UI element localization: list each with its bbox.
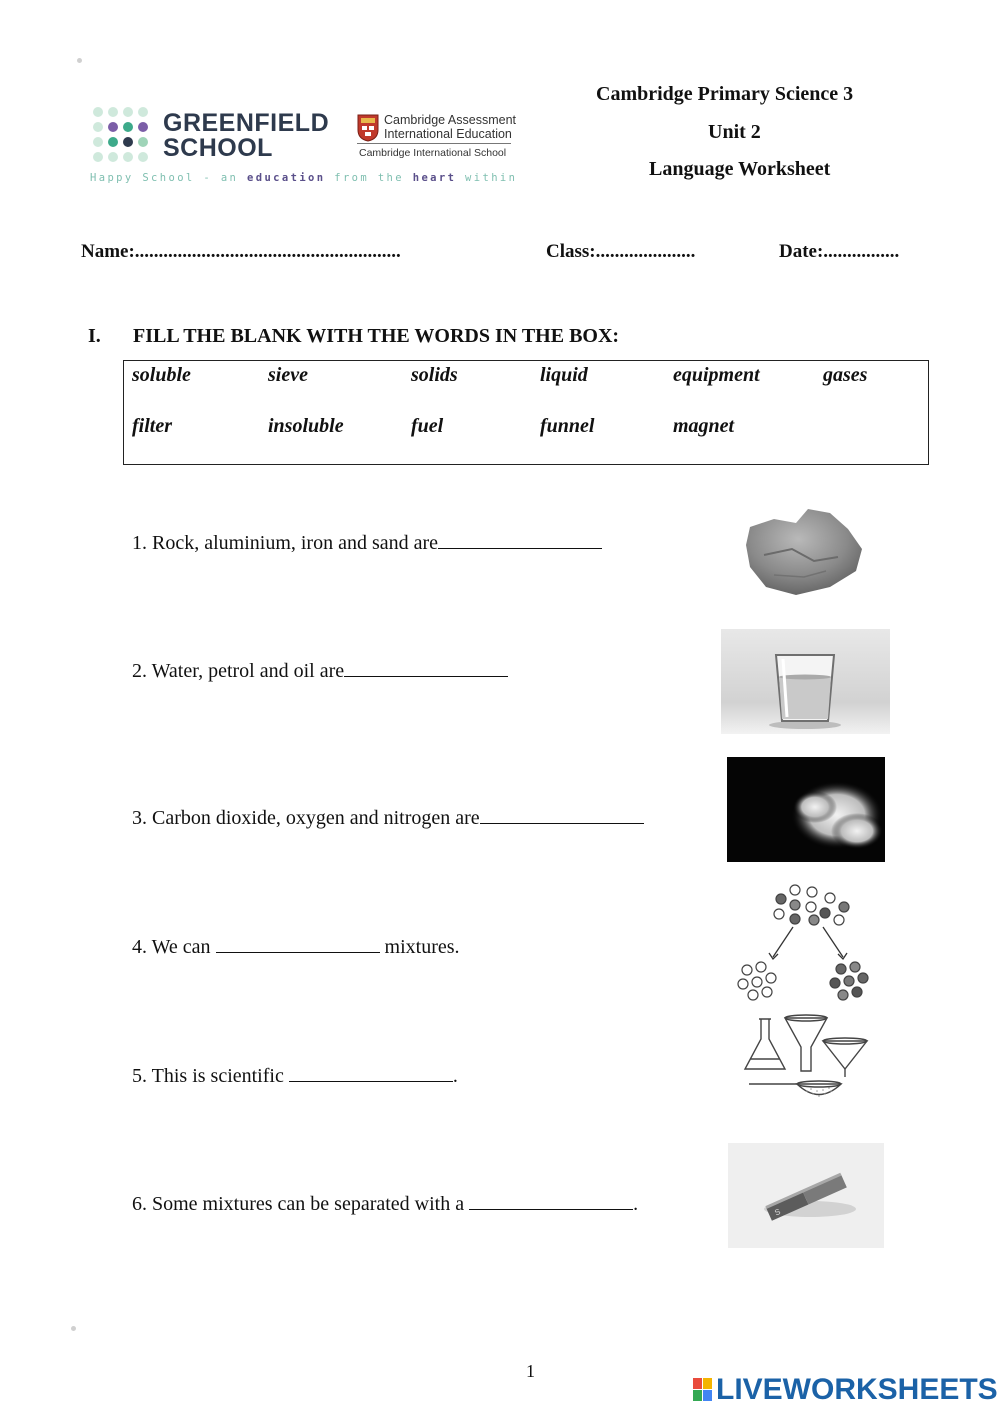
rock-image	[744, 505, 866, 598]
unit-title: Unit 2	[708, 121, 761, 143]
question-6: 6. Some mixtures can be separated with a .	[132, 1193, 639, 1215]
liveworksheets-watermark[interactable]: LIVEWORKSHEETS	[716, 1373, 998, 1406]
word-bank-item: soluble	[132, 364, 191, 386]
greenfield-logo-dots	[92, 106, 152, 166]
cambridge-crest-icon	[357, 114, 379, 142]
answer-blank-3[interactable]	[480, 805, 644, 824]
question-1: 1. Rock, aluminium, iron and sand are	[132, 530, 602, 555]
word-bank-item: filter	[132, 415, 172, 437]
speck	[71, 1326, 76, 1331]
question-5: 5. This is scientific .	[132, 1065, 458, 1087]
answer-blank-1[interactable]	[438, 530, 602, 549]
answer-blank-4[interactable]	[216, 934, 380, 953]
cambridge-divider	[357, 143, 511, 144]
gas-smoke-image	[727, 757, 885, 862]
class-field[interactable]: Class:.....................	[546, 241, 696, 262]
cambridge-title: Cambridge Assessment	[384, 113, 517, 127]
question-2: 2. Water, petrol and oil are	[132, 658, 508, 683]
scientific-equipment-image	[741, 1013, 871, 1111]
word-bank-item: solids	[411, 364, 458, 386]
name-field[interactable]: Name:........................................................	[81, 241, 401, 262]
word-bank-item: funnel	[540, 415, 595, 437]
cambridge-school-label: Cambridge International School	[359, 147, 507, 159]
cambridge-subtitle: International Education	[384, 127, 512, 141]
word-bank-box	[123, 360, 929, 465]
speck	[77, 58, 82, 63]
answer-blank-5[interactable]	[289, 1063, 453, 1082]
answer-blank-2[interactable]	[344, 658, 508, 677]
water-glass-image	[721, 629, 890, 734]
answer-blank-6[interactable]	[469, 1191, 633, 1210]
worksheet-title: Language Worksheet	[649, 158, 831, 180]
brand-name-line1: GREENFIELD	[163, 109, 330, 137]
brand-name-line2: SCHOOL	[163, 134, 273, 162]
word-bank-item: fuel	[411, 415, 444, 437]
mixture-separation-diagram	[735, 883, 875, 1001]
word-bank-item: gases	[823, 364, 868, 386]
svg-text:S: S	[773, 1207, 782, 1218]
school-tagline: Happy School - an education from the heart within	[90, 172, 518, 184]
section-heading	[88, 325, 619, 348]
word-bank-item: equipment	[673, 364, 760, 386]
word-bank-item: liquid	[540, 364, 588, 386]
word-bank-item: sieve	[268, 364, 308, 386]
section-number: I.	[88, 325, 101, 347]
word-bank-item: magnet	[673, 415, 735, 437]
word-bank-item: insoluble	[268, 415, 344, 437]
course-title: Cambridge Primary Science 3	[596, 83, 854, 105]
page-number: 1	[526, 1361, 535, 1381]
question-3: 3. Carbon dioxide, oxygen and nitrogen are	[132, 805, 644, 830]
liveworksheets-logo-icon	[693, 1378, 713, 1402]
bar-magnet-image	[728, 1143, 884, 1248]
question-4: 4. We can mixtures.	[132, 936, 460, 958]
section-title: FILL THE BLANK WITH THE WORDS IN THE BOX:	[133, 325, 620, 347]
date-field[interactable]: Date:................	[779, 241, 900, 262]
